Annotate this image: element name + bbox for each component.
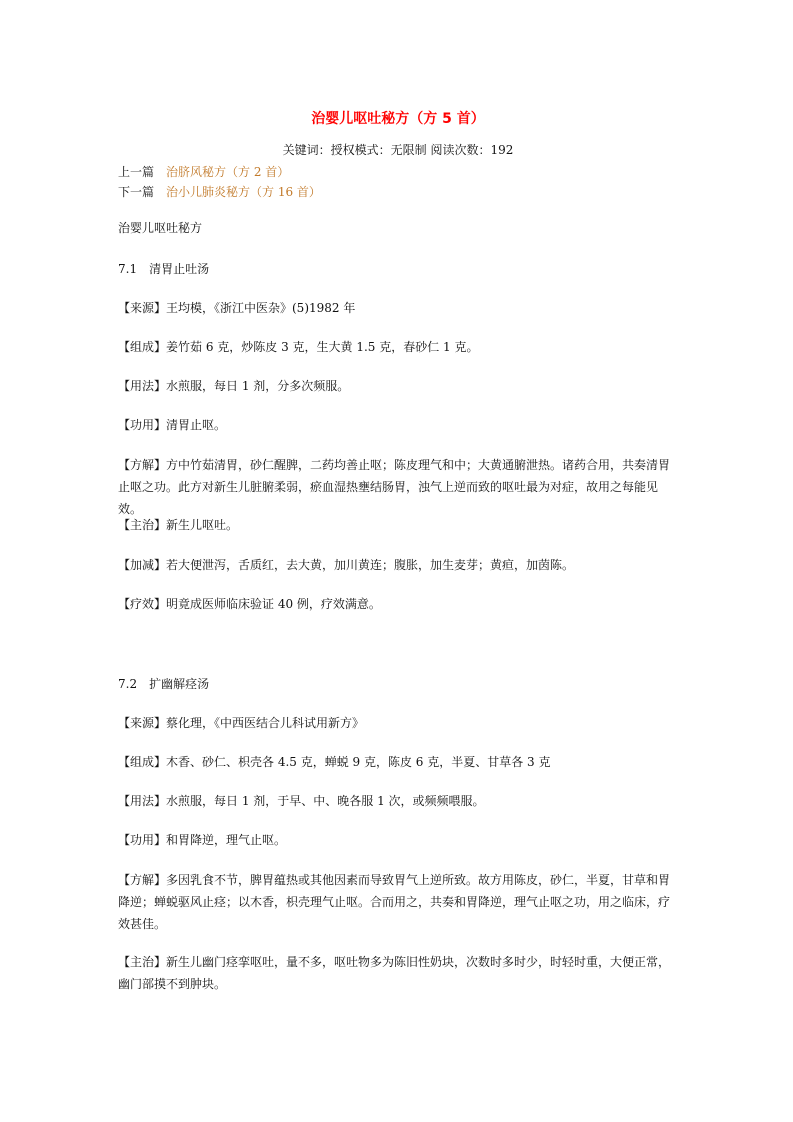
recipe1-composition: 【组成】姜竹茹 6 克，炒陈皮 3 克，生大黄 1.5 克，春砂仁 1 克。 xyxy=(118,340,479,354)
recipe2-title: 7.2 扩幽解痉汤 xyxy=(118,677,210,691)
recipe1-analysis: 【方解】方中竹茹清胃，砂仁醒脾，二药均善止呕；陈皮理气和中；大黄通腑泄热。诸药合用，共奏清胃止呕之功。此方对新生儿脏腑柔弱，瘀血湿热壅结肠胃，浊气上逆而致的呕吐最为对症，故用之每能见效。 xyxy=(118,458,671,516)
recipe1-effect: 【功用】清胃止呕。 xyxy=(118,418,227,432)
prev-article-link[interactable]: 治脐风秘方（方 2 首） xyxy=(166,165,290,179)
recipe1-result: 【疗效】明竟成医师临床验证 40 例，疗效满意。 xyxy=(118,597,381,611)
prev-article-nav xyxy=(118,163,289,180)
next-article-link[interactable]: 治小儿肺炎秘方（方 16 首） xyxy=(166,185,321,199)
article-meta: 关键词：授权模式：无限制 阅读次数：192 xyxy=(282,143,514,157)
recipe2-effect: 【功用】和胃降逆，理气止呕。 xyxy=(118,833,287,847)
recipe2-indication: 【主治】新生儿幽门痉挛呕吐，量不多，呕吐物多为陈旧性奶块，次数时多时少，时轻时重，大便正常，幽门部摸不到肿块。 xyxy=(118,955,671,991)
prev-label: 上一篇 xyxy=(118,165,155,179)
section-heading: 治婴儿呕吐秘方 xyxy=(118,221,203,235)
recipe2-source: 【来源】蔡化理，《中西医结合儿科试用新方》 xyxy=(118,716,365,730)
next-article-nav xyxy=(118,183,321,200)
recipe2-analysis: 【方解】多因乳食不节，脾胃蕴热或其他因素而导致胃气上逆所致。故方用陈皮，砂仁，半夏，甘草和胃降逆；蝉蜕驱风止痉；以木香，枳壳理气止呕。合而用之，共奏和胃降逆，理气止呕之功，用之临床，疗效甚佳。 xyxy=(118,873,671,931)
recipe1-usage: 【用法】水煎服，每日 1 剂，分多次频服。 xyxy=(118,379,350,393)
recipe1-modification: 【加减】若大便泄泻，舌质红，去大黄，加川黄连；腹胀，加生麦芽；黄疸，加茵陈。 xyxy=(118,558,575,572)
next-label: 下一篇 xyxy=(118,185,155,199)
page-title: 治婴儿呕吐秘方（方 5 首） xyxy=(311,111,485,127)
recipe2-composition: 【组成】木香、砂仁、枳壳各 4.5 克，蝉蜕 9 克，陈皮 6 克，半夏、甘草各 3 克 xyxy=(118,755,551,769)
recipe2-usage: 【用法】水煎服，每日 1 剂，于早、中、晚各服 1 次，或频频喂服。 xyxy=(118,794,485,808)
recipe1-source: 【来源】王均模，《浙江中医杂》(5)1982 年 xyxy=(118,301,356,315)
recipe1-indication: 【主治】新生儿呕吐。 xyxy=(118,518,239,532)
recipe1-title: 7.1 清胃止吐汤 xyxy=(118,262,210,276)
